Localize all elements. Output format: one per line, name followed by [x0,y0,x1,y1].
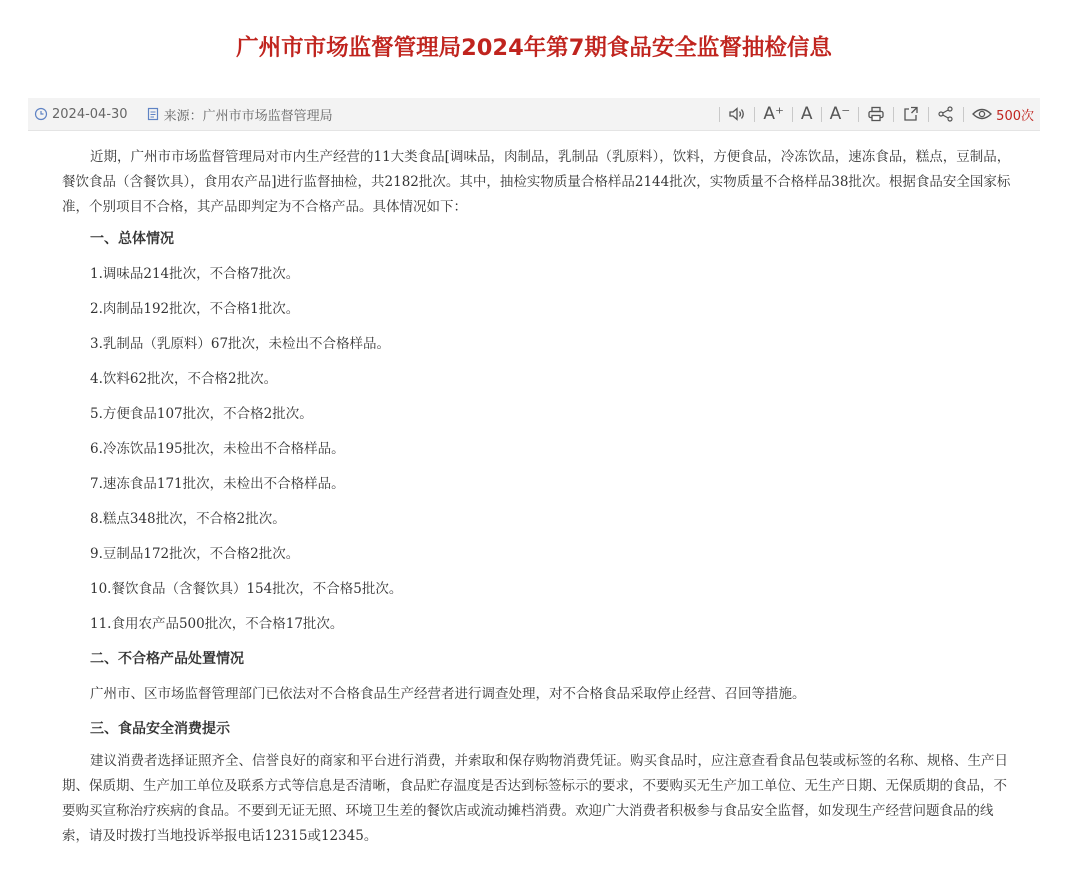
eye-icon [964,104,992,124]
section-heading-disposal: 二、不合格产品处置情况 [90,651,244,667]
list-item: 2.肉制品192批次，不合格1批次。 [90,301,300,317]
list-item: 10.餐饮食品（含餐饮具）154批次，不合格5批次。 [90,581,403,597]
list-item: 7.速冻食品171批次，未检出不合格样品。 [90,476,345,492]
disposal-paragraph: 广州市、区市场监督管理部门已依法对不合格食品生产经营者进行调查处理，对不合格食品采取停止经营、召回等措施。 [90,686,806,702]
share-icon[interactable] [929,104,963,124]
font-reset-icon[interactable]: A [800,104,813,124]
page-title: 广州市市场监督管理局2024年第7期食品安全监督抽检信息 [236,35,832,61]
font-increase-icon[interactable]: A⁺ [763,104,784,124]
list-item: 8.糕点348批次，不合格2批次。 [90,511,286,527]
intro-paragraph: 近期，广州市市场监督管理局对市内生产经营的11大类食品[调味品，肉制品，乳制品（乳原料），饮料，方便食品，冷冻饮品，速冻食品，糕点，豆制品，餐饮食品（含餐饮具），食用农产品]进行监督抽检，共2182批次。其中，抽检实物质量合格样品2144批次，实物质量不合格样品38批次。根据食品安全国家标准，个别项目不合格，其产品即判定为不合格产品。具体情况如下： [62,149,1011,215]
list-item: 11.食用农产品500批次，不合格17批次。 [90,616,344,632]
list-item: 4.饮料62批次，不合格2批次。 [90,371,278,387]
article-body [62,145,1012,849]
list-item: 9.豆制品172批次，不合格2批次。 [90,546,300,562]
tips-paragraph: 建议消费者选择证照齐全、信誉良好的商家和平台进行消费，并索取和保存购物消费凭证。购买食品时，应注意查看食品包装或标签的名称、规格、生产日期、保质期、生产加工单位及联系方式等信息是否清晰，食品贮存温度是否达到标签标示的要求，不要购买无生产加工单位、无生产日期、无保质期的食品，不要购买宣称治疗疾病的食品。不要到无证无照、环境卫生差的餐饮店或流动摊档消费。欢迎广大消费者积极参与食品安全监督，如发现生产经营问题食品的线索，请及时拨打当地投诉举报电话12315或12345。 [62,753,1008,844]
audio-icon[interactable] [720,104,754,124]
article-meta-bar [28,98,1040,131]
article-source: 来源：广州市市场监督管理局 [163,108,333,124]
clock-icon [34,107,48,121]
list-item: 6.冷冻饮品195批次，未检出不合格样品。 [90,441,345,457]
share-box-icon[interactable] [894,104,928,124]
print-icon[interactable] [859,104,893,124]
list-item: 3.乳制品（乳原料）67批次，未检出不合格样品。 [90,336,391,352]
article-toolbar [719,98,1034,130]
views-count: 500次 [996,108,1034,124]
meta-info [34,98,333,130]
section-heading-tips: 三、食品安全消费提示 [90,721,230,737]
document-icon [146,107,160,121]
list-item: 5.方便食品107批次，不合格2批次。 [90,406,313,422]
list-item: 1.调味品214批次，不合格7批次。 [90,266,300,282]
publish-date: 2024-04-30 [52,106,128,122]
font-decrease-icon[interactable]: A⁻ [829,104,851,124]
section-heading-overview: 一、总体情况 [90,231,174,247]
